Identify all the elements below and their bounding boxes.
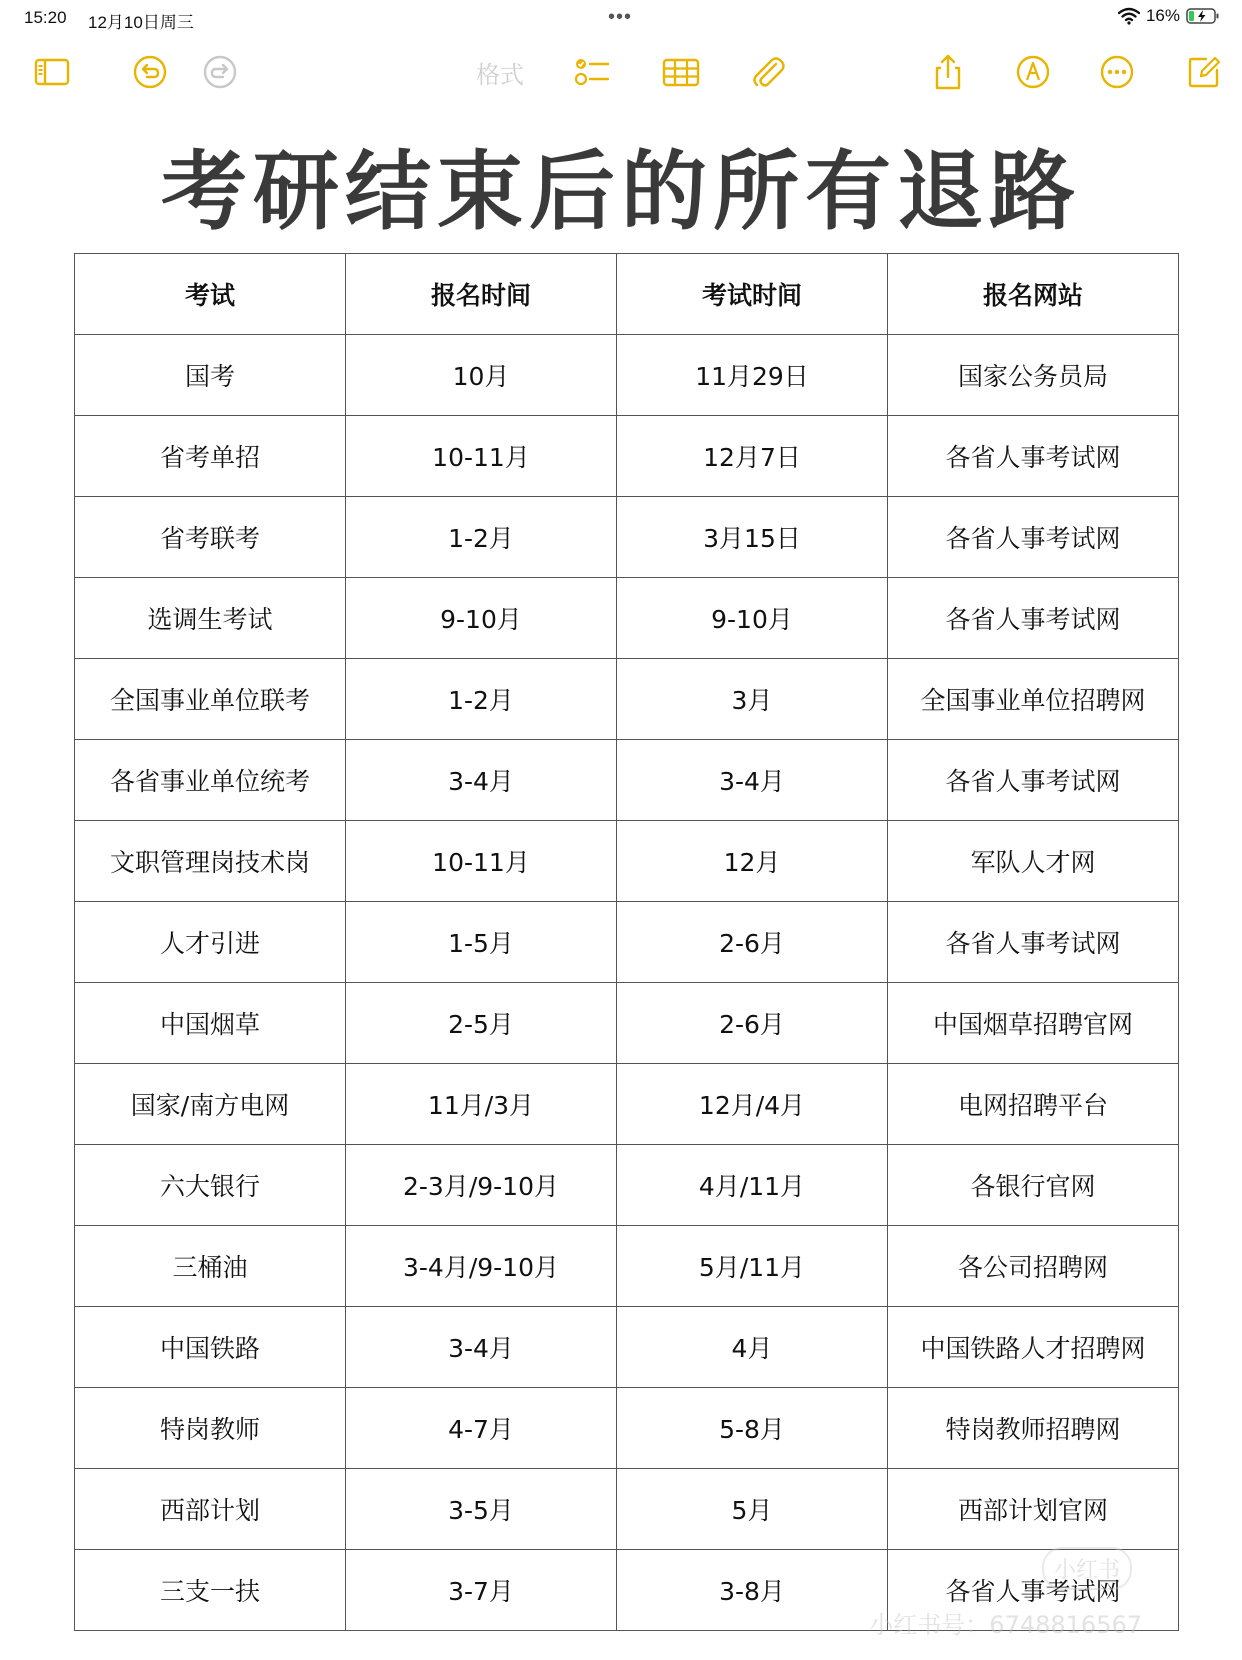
sidebar-icon: [32, 52, 72, 92]
cell-exam-time[interactable]: 4月/11月: [617, 1145, 888, 1226]
table-row: [75, 902, 1179, 983]
cell-exam[interactable]: 全国事业单位联考: [75, 659, 346, 740]
cell-exam-time[interactable]: 3月: [617, 659, 888, 740]
cell-exam-time[interactable]: 3-4月: [617, 740, 888, 821]
note-title[interactable]: 考研结束后的所有退路: [161, 142, 1081, 242]
cell-exam-time[interactable]: 12月: [617, 821, 888, 902]
status-bar: [0, 0, 1242, 36]
table-header-row: [75, 254, 1179, 335]
cell-registration-site[interactable]: 各省人事考试网: [888, 416, 1179, 497]
battery-percent: 16%: [1145, 6, 1180, 25]
cell-registration-site[interactable]: 中国铁路人才招聘网: [888, 1307, 1179, 1388]
table-row: [75, 983, 1179, 1064]
cell-exam-time[interactable]: 12月/4月: [617, 1064, 888, 1145]
cell-registration-time[interactable]: 10月: [346, 335, 617, 416]
cell-exam[interactable]: 特岗教师: [75, 1388, 346, 1469]
markup-button[interactable]: [1009, 48, 1057, 96]
cell-registration-site[interactable]: 电网招聘平台: [888, 1064, 1179, 1145]
share-button[interactable]: [924, 48, 972, 96]
cell-registration-time[interactable]: 2-5月: [346, 983, 617, 1064]
cell-exam-time[interactable]: 9-10月: [617, 578, 888, 659]
cell-registration-site[interactable]: 国家公务员局: [888, 335, 1179, 416]
header-exam-time[interactable]: 考试时间: [617, 254, 888, 335]
cell-registration-time[interactable]: 1-2月: [346, 659, 617, 740]
attachment-icon: [747, 52, 787, 92]
cell-registration-time[interactable]: 3-5月: [346, 1469, 617, 1550]
cell-registration-time[interactable]: 3-4月: [346, 740, 617, 821]
table-row: [75, 1469, 1179, 1550]
cell-registration-site[interactable]: 军队人才网: [888, 821, 1179, 902]
cell-exam-time[interactable]: 4月: [617, 1307, 888, 1388]
cell-exam-time[interactable]: 3月15日: [617, 497, 888, 578]
table-row: [75, 1226, 1179, 1307]
cell-exam-time[interactable]: 2-6月: [617, 902, 888, 983]
cell-exam[interactable]: 各省事业单位统考: [75, 740, 346, 821]
cell-registration-site[interactable]: 各公司招聘网: [888, 1226, 1179, 1307]
cell-exam-time[interactable]: 11月29日: [617, 335, 888, 416]
compose-icon: [1184, 52, 1224, 92]
cell-registration-time[interactable]: 2-3月/9-10月: [346, 1145, 617, 1226]
checklist-icon: [572, 52, 612, 92]
watermark-logo: 小红书: [1042, 1547, 1132, 1590]
cell-exam[interactable]: 三支一扶: [75, 1550, 346, 1631]
status-date: 12月10日周三: [88, 13, 194, 32]
cell-registration-time[interactable]: 3-4月/9-10月: [346, 1226, 617, 1307]
table-row: [75, 659, 1179, 740]
table-row: [75, 1307, 1179, 1388]
table-icon: [661, 52, 701, 92]
cell-exam[interactable]: 西部计划: [75, 1469, 346, 1550]
cell-exam-time[interactable]: 12月7日: [617, 416, 888, 497]
cell-exam-time[interactable]: 3-8月: [617, 1550, 888, 1631]
cell-exam[interactable]: 省考单招: [75, 416, 346, 497]
cell-registration-site[interactable]: 特岗教师招聘网: [888, 1388, 1179, 1469]
exam-routes-table[interactable]: [74, 253, 1179, 1631]
cell-exam[interactable]: 六大银行: [75, 1145, 346, 1226]
attachment-button[interactable]: [743, 48, 791, 96]
redo-icon: [200, 52, 240, 92]
redo-button[interactable]: [196, 48, 244, 96]
cell-exam-time[interactable]: 5月: [617, 1469, 888, 1550]
cell-registration-time[interactable]: 1-2月: [346, 497, 617, 578]
multitasking-dots-icon[interactable]: •••: [608, 6, 633, 28]
cell-exam[interactable]: 中国烟草: [75, 983, 346, 1064]
table-row: [75, 1388, 1179, 1469]
header-registration-time[interactable]: 报名时间: [346, 254, 617, 335]
cell-registration-site[interactable]: 西部计划官网: [888, 1469, 1179, 1550]
table-body: [75, 335, 1179, 1631]
table-row: [75, 416, 1179, 497]
share-icon: [928, 52, 968, 92]
format-button[interactable]: 格式: [476, 60, 524, 89]
table-row: [75, 1145, 1179, 1226]
more-button[interactable]: [1093, 48, 1141, 96]
table-row: [75, 578, 1179, 659]
cell-registration-time[interactable]: 10-11月: [346, 416, 617, 497]
undo-icon: [130, 52, 170, 92]
cell-registration-site[interactable]: 各省人事考试网: [888, 578, 1179, 659]
cell-registration-time[interactable]: 3-7月: [346, 1550, 617, 1631]
table-button[interactable]: [657, 48, 705, 96]
cell-registration-time[interactable]: 10-11月: [346, 821, 617, 902]
cell-exam[interactable]: 三桶油: [75, 1226, 346, 1307]
cell-registration-site[interactable]: 各银行官网: [888, 1145, 1179, 1226]
notes-toolbar: [0, 48, 1242, 104]
cell-registration-site[interactable]: 各省人事考试网: [888, 497, 1179, 578]
table-row: [75, 821, 1179, 902]
header-registration-site[interactable]: 报名网站: [888, 254, 1179, 335]
header-exam[interactable]: 考试: [75, 254, 346, 335]
cell-registration-site[interactable]: 各省人事考试网: [888, 902, 1179, 983]
wifi-icon: [1118, 7, 1140, 25]
cell-registration-time[interactable]: 4-7月: [346, 1388, 617, 1469]
compose-button[interactable]: [1180, 48, 1228, 96]
table-row: [75, 740, 1179, 821]
cell-exam[interactable]: 省考联考: [75, 497, 346, 578]
table-row: [75, 335, 1179, 416]
cell-exam[interactable]: 中国铁路: [75, 1307, 346, 1388]
cell-registration-time[interactable]: 9-10月: [346, 578, 617, 659]
cell-registration-site[interactable]: 各省人事考试网: [888, 740, 1179, 821]
battery-charging-icon: [1186, 7, 1220, 25]
sidebar-toggle-button[interactable]: [28, 48, 76, 96]
table-row: [75, 1064, 1179, 1145]
cell-registration-time[interactable]: 1-5月: [346, 902, 617, 983]
cell-exam-time[interactable]: 5-8月: [617, 1388, 888, 1469]
cell-registration-site[interactable]: 各省人事考试网: [888, 1550, 1179, 1631]
watermark-text: 小红书号：6748816567: [869, 1611, 1142, 1639]
cell-exam[interactable]: 文职管理岗技术岗: [75, 821, 346, 902]
cell-registration-time[interactable]: 3-4月: [346, 1307, 617, 1388]
undo-button[interactable]: [126, 48, 174, 96]
cell-registration-time[interactable]: 11月/3月: [346, 1064, 617, 1145]
more-icon: [1097, 52, 1137, 92]
cell-registration-site[interactable]: 全国事业单位招聘网: [888, 659, 1179, 740]
cell-exam[interactable]: 国家/南方电网: [75, 1064, 346, 1145]
table-row: [75, 497, 1179, 578]
cell-registration-site[interactable]: 中国烟草招聘官网: [888, 983, 1179, 1064]
cell-exam[interactable]: 国考: [75, 335, 346, 416]
markup-icon: [1013, 52, 1053, 92]
cell-exam-time[interactable]: 2-6月: [617, 983, 888, 1064]
cell-exam[interactable]: 人才引进: [75, 902, 346, 983]
cell-exam-time[interactable]: 5月/11月: [617, 1226, 888, 1307]
cell-exam[interactable]: 选调生考试: [75, 578, 346, 659]
checklist-button[interactable]: [568, 48, 616, 96]
status-time: 15:20: [24, 8, 67, 27]
